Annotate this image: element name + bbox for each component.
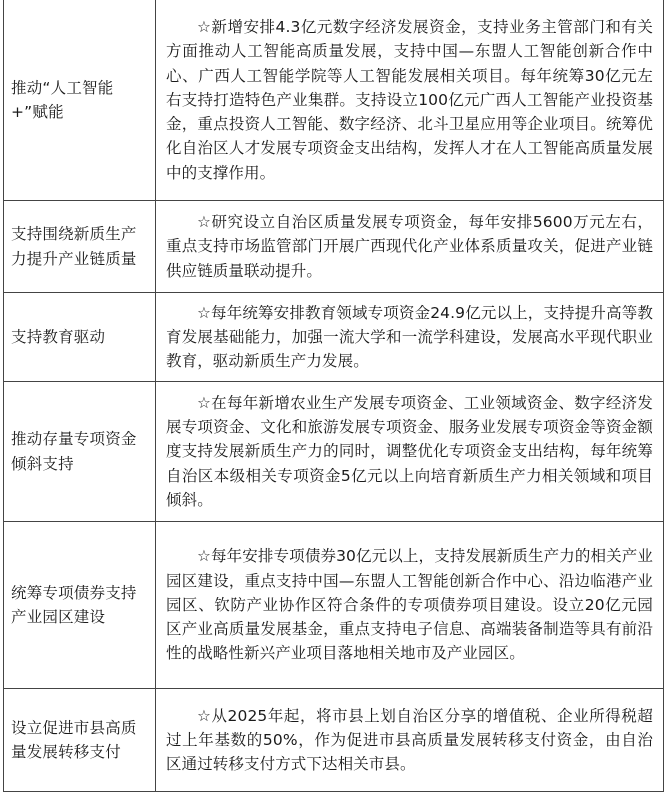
row-content: ☆在每年新增农业生产发展专项资金、工业领域资金、数字经济发展专项资金、文化和旅游发展专项资金、服务业发展专项资金等资金额度支持发展新质生产力的同时，调整优化专项资金支出结构，每年统筹自治区本级相关专项资金5亿元以上向培育新质生产力相关领域和项目倾斜。 [166,393,653,509]
row-content: ☆每年安排专项债券30亿元以上，支持发展新质生产力的相关产业园区建设，重点支持中国—东盟人工智能创新合作中心、沿边临港产业园区、钦防产业协作区符合条件的专项债券项目建设。设立20亿元园区产业高质量发展基金，重点支持电子信息、高端装备制造等具有前沿性的战略性新兴产业项目落地相关地市及产业园区。 [166,547,653,663]
row-content: ☆新增安排4.3亿元数字经济发展资金，支持业务主管部门和有关方面推动人工智能高质量发展，支持中国—东盟人工智能创新合作中心、广西人工智能学院等人工智能发展相关项目。每年统筹30亿元左右支持打造特色产业集群。支持设立100亿元广西人工智能产业投资基金，重点投资人工智能、数字经济、北斗卫星应用等企业项目。统筹优化自治区人才发展专项资金支出结构，发挥人才在人工智能高质量发展中的支撑作用。 [166,18,653,182]
table-row [4,293,664,382]
row-topic: 统筹专项债券支持产业园区建设 [11,583,137,626]
row-content-cell [156,382,664,522]
row-topic: 设立促进市县高质量发展转移支付 [11,718,137,761]
table-row [4,0,664,201]
row-content: ☆研究设立自治区质量发展专项资金，每年安排5600万元左右，重点支持市场监管部门开展广西现代化产业体系质量攻关，促进产业链供应链质量联动提升。 [166,213,653,280]
row-content: ☆每年统筹安排教育领域专项资金24.9亿元以上，支持提升高等教育发展基础能力，加强一流大学和一流学科建设，发展高水平现代职业教育，驱动新质生产力发展。 [166,303,653,371]
row-topic-cell [4,0,156,201]
row-content: ☆从2025年起，将市县上划自治区分享的增值税、企业所得税超过上年基数的50%，作为促进市县高质量发展转移支付资金，由自治区通过转移支付方式下达相关市县。 [166,706,653,774]
table-row [4,201,664,293]
row-content-cell [156,293,664,382]
row-content-cell [156,0,664,201]
row-content-cell [156,201,664,293]
row-topic: 推动“人工智能+”赋能 [11,78,114,121]
table-row [4,382,664,522]
row-topic-cell [4,689,156,792]
row-topic: 推动存量专项资金倾斜支持 [11,430,137,473]
row-topic-cell [4,201,156,293]
table-row [4,689,664,792]
row-content-cell [156,522,664,689]
row-topic: 支持围绕新质生产力提升产业链质量 [11,225,137,268]
policy-table [3,0,664,792]
row-topic: 支持教育驱动 [11,327,106,346]
row-topic-cell [4,382,156,522]
row-topic-cell [4,522,156,689]
row-topic-cell [4,293,156,382]
row-content-cell [156,689,664,792]
table-row [4,522,664,689]
